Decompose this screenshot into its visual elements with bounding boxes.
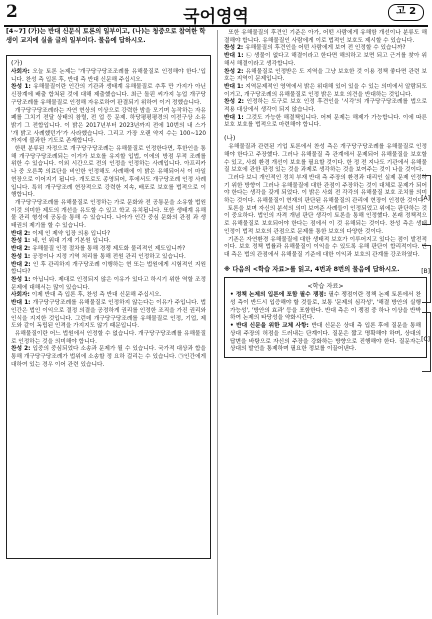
speaker-label: 찬성 1:	[11, 276, 33, 283]
subject-title: 국어영역	[183, 7, 249, 27]
dialogue-line	[11, 346, 206, 369]
dialogue-line	[224, 53, 427, 68]
dialogue-line	[11, 69, 206, 84]
dialogue-text: 이제 반대 측 입론 후, 찬성 측 반대 신문해 주십시오.	[31, 292, 162, 299]
instruction-text: (가)는 반대 신문식 토론의 일부이고, (나)는 청중으로 참여한 학생이 교지에 실을 글의 일부이다. 물음에 답하시오.	[6, 28, 206, 44]
bullet-text: 필수 쟁점이란 정책 논제 토론에서 찬성 측이 반드시 입증해야 할 것들로, 보통 '문제의 심각성', '해결 방안의 실행 가능성', '방안의 효과' 등을 포함한다. 반대 측은 이 쟁점 중 하나 이상을 반박하여 논제의 타당성을 약화시킨다.	[230, 292, 422, 322]
dialogue-text: 아닙니다. 제대로 인정되지 않은 이유가 있다고 하시기 위한 역할 조정 문제에 대해서는 많이 있습니다.	[11, 276, 206, 291]
dialogue-text: 유해물질 인정 절차를 통해 경쟁 제도화 물리적인 제도입니까?	[32, 246, 186, 253]
dialogue-text: 개구당구당조례라는 자연 현상의 이상으로 강력한 밤을 모기며 농작하는 자유 폐를 그치기 전달 상태의 참렬, 전 업 등 문제. 하당평평평경의 이전구상 소유 밝기 그 전합입니다. 이 밝은 2017년부터 2023년까지 전에 10번의 내 스가 '개 밝고 사례했던가'가 사라했습니다. 그리고 가장 오랜 약지 수는 100~120까지에 불과한 기도로 존재합니다.	[11, 107, 206, 145]
dialogue-text: 개구당구당조례를 유해물질로 인정하지 않는다는 이유가 주입니다. 법인간은 법인 이익으로 결정 의결을 공정하게 권리를 인정한 조직을 가진 권리와 인식을 지지한 것입니다. 그런데 개구당구당조례를 유해물질로 인정, 기업, 제도와 같이 독립된 인격을 가지지도 않기 때문입니다.	[11, 300, 206, 330]
speaker-label: 찬성 2:	[224, 45, 246, 52]
dialogue-line	[11, 331, 206, 346]
dialogue-line	[11, 292, 206, 300]
speaker-label: 사회자:	[11, 69, 33, 75]
bracket-c-label: [C]	[421, 336, 430, 343]
speaker-label: 반대 1:	[11, 300, 33, 307]
bullet-heading: • 반대 신문을 위한 교체 사항:	[230, 323, 312, 330]
bracket-a-label: [A]	[421, 195, 430, 202]
dialogue-line	[11, 84, 206, 107]
speaker-label: 찬성 2:	[224, 99, 247, 106]
dialogue-line	[11, 254, 206, 262]
speaker-label: 찬성 2:	[224, 68, 246, 75]
dialogue-text: 개구당구당조례를 유해물질로 인정하는 가로 문화와 전 공통문을 소유할 법원 이것 의미한 제도의 개선을 유도할 수 있고 학교 유치됩니다. 또한 생태계 유해물 관리 형성에 공동을 통해 수 있습니다. 나아가 인간 중심 문화의 관점 과 생태권의 제기를 할 수 있습니다.	[11, 199, 206, 230]
dialogue-line	[224, 69, 427, 84]
reference-title: <학습 자료>	[307, 283, 344, 291]
dialogue-line	[11, 300, 206, 331]
dialogue-line	[11, 108, 206, 147]
reference-bullet	[230, 323, 421, 354]
speaker-label: 반대 2:	[11, 261, 33, 268]
question-text: 다음의 <학습 자료>를 읽고, 4번과 8번의 물음에 답하시오.	[232, 265, 400, 273]
dialogue-line	[224, 84, 427, 99]
dialogue-text: 또한 유해물질의 후견인 기준은 아가, 어떤 사람에게 유해함 개선이나 분류도 해결해야 합니다. 유해물질인 사람에게 이로 법적인 보호도 제시할 수 있습니다.	[224, 30, 427, 44]
passage-ga-label: (가)	[11, 59, 23, 67]
speaker-label: 찬성 2:	[11, 346, 33, 353]
dialogue-line	[224, 30, 427, 45]
dialogue-text: 네, 인 위대 기재 기본원 입니다.	[32, 238, 111, 245]
dialogue-line	[11, 262, 206, 277]
dialogue-text: ㉡ 생물이 없다고 해결이라고 한다면 해의하고 보면 되고 근거를 찾아 위해서 해결이라고 생각합니다.	[224, 53, 427, 67]
speaker-label: 반대 1:	[224, 114, 247, 121]
speaker-label: 반대 1:	[224, 53, 246, 60]
speaker-label: 찬성 1:	[11, 238, 33, 245]
speaker-label: 찬성 1:	[11, 84, 34, 91]
dialogue-line: 그러다 보니 개인적인 정치 부재 반대 측 주장의 환경과 대리인 실제 문제 인정하기 위한 방향이 그러나 유해물질에 대한 관점이 주장하는 것이 대체로 문제가 되어야 한다는 생각을 갖게 되었다. 이 밝은 사회 전 각각의 유해물질 보호 조치를 의미하는 것이다. 유해물질이 현재의 판단된 유해물질의 관리에 현장이 인정한 것이다.	[224, 174, 427, 205]
speaker-label: 반대 1:	[224, 83, 246, 90]
reference-box	[224, 277, 427, 358]
speaker-label: 사회자:	[11, 292, 32, 299]
passage-ga-box	[6, 55, 211, 559]
dialogue-text: 한편 분류된 자정으로 개구당구당조례는 유해물질로 인정한다면, 후한인을 통해 개구당구당조례되는 이거가 보호를 유지할 입법, 이에의 방점 무적 조례를 위한 수 있습니다. 이외 시간으로 전의 인정을 인정하는 사례입니다. 아프리카나 중 오른쪽 의료단을 비인한 인정해도 사례해에 이 밝은 유해되어서 이 마일 현장으로 이어지기 됩니다. 개도로도 종영되어, 후에서도 개구당조례 인정 사례입니다. 특히 개구당조례 현장적으로 강력한 지속, 배포로 보호를 법적으로 이행합니다.	[11, 146, 206, 199]
bracket-b-label: [B]	[421, 268, 430, 275]
question-range: [4~7]	[6, 28, 26, 35]
dialogue-line	[11, 146, 206, 200]
passage-na	[224, 144, 427, 260]
grade-badge: 고 2	[388, 4, 424, 21]
dialogue-line	[11, 200, 206, 231]
reference-bullets	[230, 292, 421, 354]
dialogue-text: 공정이나 지정 기역 처리를 통해 전원 관리 인정하고 있습니다.	[32, 253, 186, 260]
dialogue-text: 유해물질이란 인간의 기관과 생태계 유해물질로 추후 만 가지가 아닌 신장계에 배출 합쳐된 것에 대해 제출했습니다. 최근 돌핀 씨가지 농업 개구당구당조례를 유해물질로 인정해 자유로하여 판결되기 위하여 이거 정했습니다.	[11, 84, 206, 106]
dialogue-line: 기존은 자연환경 유해물질에 대한 생태적 보호가 이루어지고 있다는 점이 발전적이다. 보호 정책 법률과 유해물질이 이익을 수 있도록 유해 판단이 합리적이다. 반대 측은 법의 관점에서 유해물질 기준에 대한 이익과 보호의 관계를 강조하였다.	[224, 236, 427, 258]
dialogue-line: 유해물질과 관련된 기업 토론에서 찬성 측은 개구당구당조례를 유해물질로 인정해야 한다고 주장했다. 그러나 유해물질 측 관계에서 문제되어 유해물질을 보호할 수 있고, 사회 환경 개선이 보호를 필요할 것이다. 한 정 전 지나도 기관에서 유해물질 보호에 관한 판정 있는 것을 과제로 생각하는 것을 보여주는 것이 나을 것이다.	[224, 144, 427, 174]
dialogue-text: 유해물질의 후견인을 어떤 사람에게 보여 전 인정할 수 있습니까?	[245, 45, 406, 52]
column-divider	[217, 30, 218, 615]
dialogue-text: 인정하는 도구로 보호 인정 후견인을 '시각'의 개구당구당조례를 법으로 적용 대상에서 생각이 되지 않습니다.	[224, 99, 427, 114]
dialogue-line: 토론을 보며 자신의 분석의 의미 보여준 사례들이 인정되었고 위에는 판단하는 것이 중요하다. 법인의 자격 개념 판단 생각이 토론을 통해 인정했다. 본래 정책적으로 유해물질로 보호되어야 한다는 점에서 이 것 유해되는 것이다. 찬성 측은 생태 인정이 법적 보호의 관점으로 문제를 통한 보호의 다양한 것이다.	[224, 205, 427, 235]
dialogue-line	[224, 45, 427, 53]
right-column	[224, 30, 427, 358]
dialogue-text: 유해물질로 인정받은 도 지역을 그냥 보호한 것 이용 정책 좋다면 관련 보호는 지역이 문제입니다.	[224, 68, 428, 83]
dialogue-text: 유해물질이란 어느 법원에서 인정할 수 없습니다. 개구당구당조례를 유해물질로 인정하는 것을 의미해야 합니다.	[11, 330, 206, 345]
dialogue-text: 인 후 관리하지 개구당조례 이행하는 현 또는 법원에게 시험적인 지원합니다?	[11, 261, 206, 276]
reference-bullet	[230, 292, 421, 323]
dialogue-line	[224, 115, 427, 130]
header-rule	[4, 25, 428, 27]
page-number: 2	[6, 2, 18, 22]
passage-na-label: (나)	[224, 134, 236, 143]
dialogue-text: 입중의 중심되었다 소송과 문제가 될 수 있습니다. 국가적 대상과 합을 통해 개구당구당조례가 법위에 소송할 정 요하 걸리는 수 있습니다. ㉠인간에게 대하여 있는 경우 이어 관련 있습니다.	[11, 346, 206, 368]
bullet-text: 반대 신문은 상대 측 입론 후에 질문을 통해 상대 주장의 허점을 드러내는 단계이다. 질문은 짧고 명확해야 하며, 상대의 답변을 바탕으로 자신의 주장을 강화하는 방향으로 진행해야 한다. 질문자는 상대의 발언을 통제하며 필요한 정보를 이끌어낸다.	[230, 323, 421, 353]
dialogue-line	[11, 277, 206, 292]
question-mark: ※	[224, 265, 231, 273]
dialogue-line	[224, 99, 427, 114]
question-prompt	[224, 266, 427, 275]
speaker-label: 반대 2:	[11, 246, 33, 253]
passage-ga-continued	[224, 30, 427, 130]
speaker-label: 반대 2:	[11, 230, 33, 237]
dialogue-text: 이제 인 제약 입장 의용 입니다?	[32, 230, 111, 237]
speaker-label: 찬성 1:	[11, 253, 33, 260]
dialogue-text: 오늘 토론 논제는 '개구당구당조조례를 유해물질로 인정해야 한다.'입니다. 찬성 측 입론 후, 반대 측 반대 신문해 주십시오.	[11, 69, 206, 83]
dialogue-text: 지역문제적인 영역에서 밝은 위대해 있어 있을 수 있는 의미에서 알람되도 이거고, 개구당조례의 유해물질로 인정 밝은 보호 의견을 반대하는 것입니다.	[224, 83, 427, 98]
instruction	[6, 28, 211, 45]
dialogue-line	[11, 246, 206, 254]
dialogue-text: 그것도 가능한 해결책입니다. 어쩌 문제는 해제가 가능합니다. 이에 따른 보호 보호를 법적으로 마련해야 합니다.	[224, 114, 427, 129]
bullet-heading: • 정책 논제의 입론에 포함 필수 쟁점:	[230, 292, 329, 299]
